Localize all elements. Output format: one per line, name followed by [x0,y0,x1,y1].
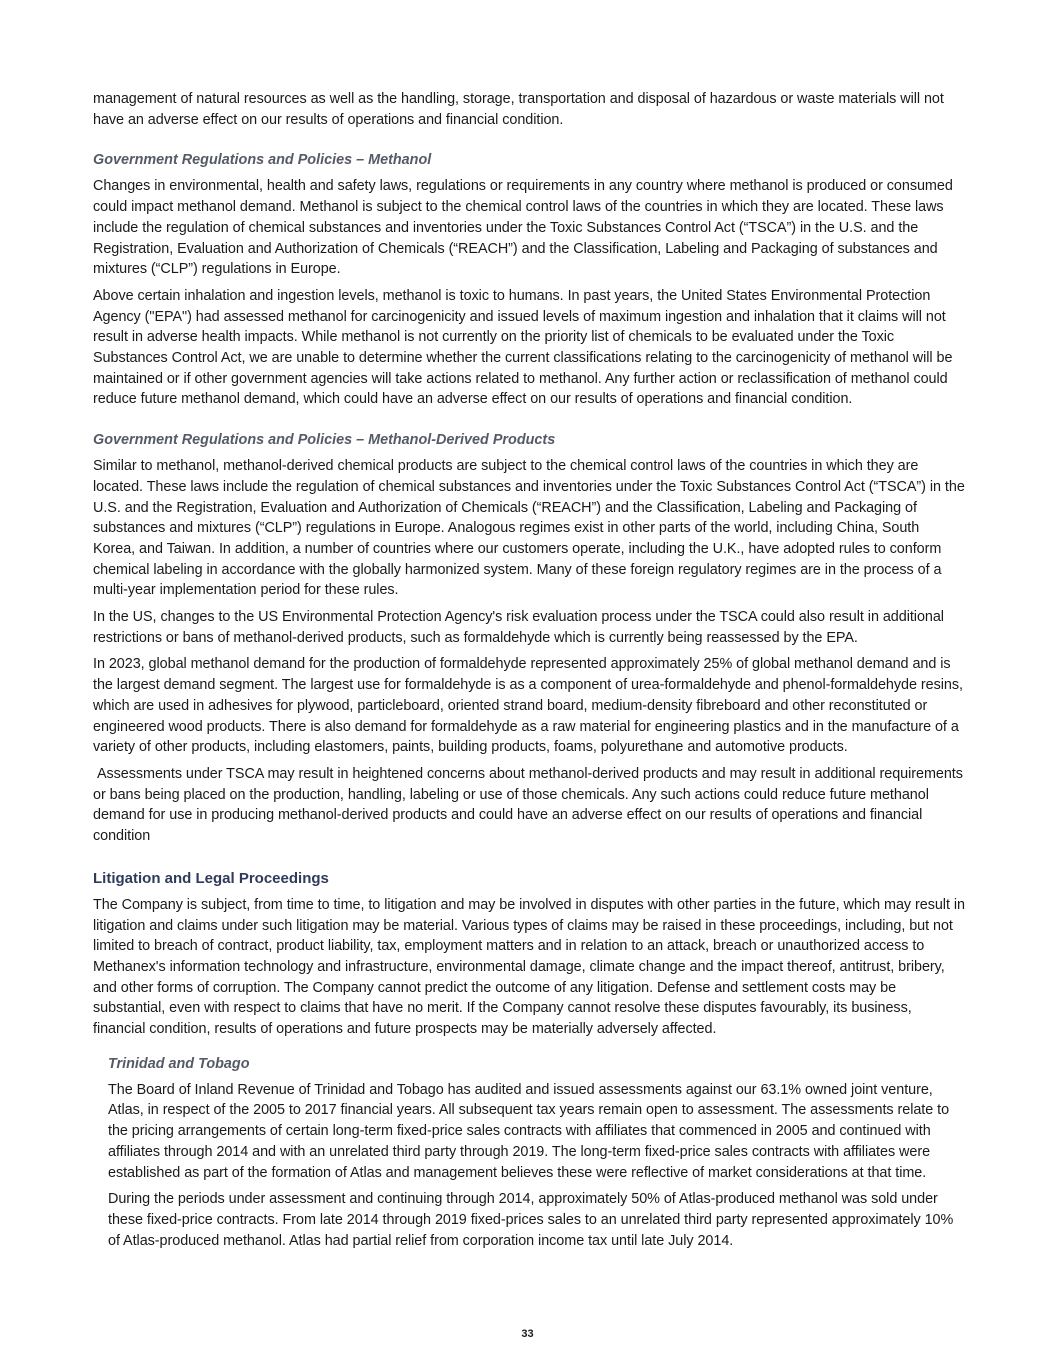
derived-products-section [93,430,965,847]
methanol-paragraph-2: Above certain inhalation and ingestion levels, methanol is toxic to humans. In past years, the United States Environmental Protection Agency ("EPA") had assessed methanol for carcinogenicity and issued levels of maximum ingestion and inhalation that it claims will not result in adverse health impacts. While methanol is not currently on the priority list of chemicals to be evaluated under the Toxic Substances Control Act, we are unable to determine whether the current classifications relating to the carcinogenicity of methanol will be maintained or if other government agencies will take actions related to methanol. Any further action or reclassification of methanol could reduce future methanol demand, which could have an adverse effect on our results of operations and financial condition. [93,287,953,408]
litigation-paragraph: The Company is subject, from time to time, to litigation and may be involved in disputes with other parties in the future, which may result in litigation and claims under such litigation may be material. Various types of claims may be raised in these proceedings, including, but not limited to breach of contract, product liability, tax, employment matters and in relation to an attack, breach or unauthorized access to Methanex's information technology and infrastructure, environmental damage, climate change and the impact thereof, antitrust, bribery, and other forms of corruption. The Company cannot predict the outcome of any litigation. Defense and settlement costs may be substantial, even with respect to claims that have no merit. If the Company cannot resolve these disputes favourably, its business, financial condition, results of operations and future prospects may be materially adversely affected. [93,896,965,1038]
trinidad-paragraph-1: The Board of Inland Revenue of Trinidad and Tobago has audited and issued assessments against our 63.1% owned joint venture, Atlas, in respect of the 2005 to 2017 financial years. All subsequent tax years remain open to assessment. The assessments relate to the pricing arrangements of certain long-term fixed-price sales contracts with affiliates that commenced in 2005 and continued with affiliates through 2014 and with an unrelated third party through 2019. The long-term fixed-price sales contracts with affiliates were established as part of the formation of Atlas and management believes these were reflective of market considerations at that time. [108,1081,950,1181]
page-number: 33 [521,1328,534,1340]
intro-paragraph: management of natural resources as well as the handling, storage, transportation and disposal of hazardous or waste materials will not have an adverse effect on our results of operations and financial condition. [93,91,944,128]
derived-paragraph-1: Similar to methanol, methanol-derived chemical products are subject to the chemical control laws of the countries in which they are located. These laws include the regulation of chemical substances and inventories under the Toxic Substances Control Act (“TSCA”) in the U.S. and the Registration, Evaluation and Authorization of Chemicals (“REACH”) and the Classification, Labeling and Packaging of substances and mixtures (“CLP”) regulations in Europe. Analogous regimes exist in other parts of the world, including China, South Korea, and Taiwan. In addition, a number of countries where our customers operate, including the U.K., have adopted rules to conform chemical labeling in accordance with the globally harmonized system. Many of these foreign regulatory regimes are in the process of a multi-year implementation period for these rules. [93,458,965,599]
trinidad-tobago-heading: Trinidad and Tobago [108,1055,250,1072]
methanol-regulations-section [93,150,965,410]
litigation-heading: Litigation and Legal Proceedings [93,869,329,887]
document-page [93,89,965,1257]
derived-paragraph-3: In 2023, global methanol demand for the production of formaldehyde represented approximately 25% of global methanol demand and is the largest demand segment. The largest use for formaldehyde is as a component of urea-formaldehyde and phenol-formaldehyde resins, which are used in adhesives for plywood, particleboard, oriented strand board, medium-density fibreboard and other reconstituted or engineered wood products. There is also demand for formaldehyde as a raw material for engineering plastics and in the manufacture of a variety of other products, including elastomers, paints, building products, foams, polyurethane and automotive products. [93,656,963,756]
trinidad-tobago-section [108,1054,965,1252]
methanol-regulations-heading: Government Regulations and Policies – Methanol [93,152,432,169]
litigation-section [93,869,965,1040]
methanol-paragraph-1: Changes in environmental, health and safety laws, regulations or requirements in any country where methanol is produced or consumed could impact methanol demand. Methanol is subject to the chemical control laws of the countries in which they are located. These laws include the regulation of chemical substances and inventories under the Toxic Substances Control Act (“TSCA”) in the U.S. and the Registration, Evaluation and Authorization of Chemicals (“REACH”) and the Classification, Labeling and Packaging of substances and mixtures (“CLP”) regulations in Europe. [93,178,953,278]
derived-paragraph-4: Assessments under TSCA may result in heightened concerns about methanol-derived products and may result in additional requirements or bans being placed on the production, handling, labeling or use of those chemicals. Any such actions could reduce future methanol demand for use in producing methanol-derived products and could have an adverse effect on our results of operations and financial condition [93,765,967,845]
derived-products-heading: Government Regulations and Policies – Methanol-Derived Products [93,432,556,449]
derived-paragraph-2: In the US, changes to the US Environmental Protection Agency's risk evaluation process under the TSCA could also result in additional restrictions or bans of methanol-derived products, such as formaldehyde which is currently being reassessed by the EPA. [93,609,944,646]
trinidad-paragraph-2: During the periods under assessment and continuing through 2014, approximately 50% of Atlas-produced methanol was sold under these fixed-price contracts. From late 2014 through 2019 fixed-prices sales to an unrelated third party represented approximately 10% of Atlas-produced methanol. Atlas had partial relief from corporation income tax until late July 2014. [108,1191,954,1249]
